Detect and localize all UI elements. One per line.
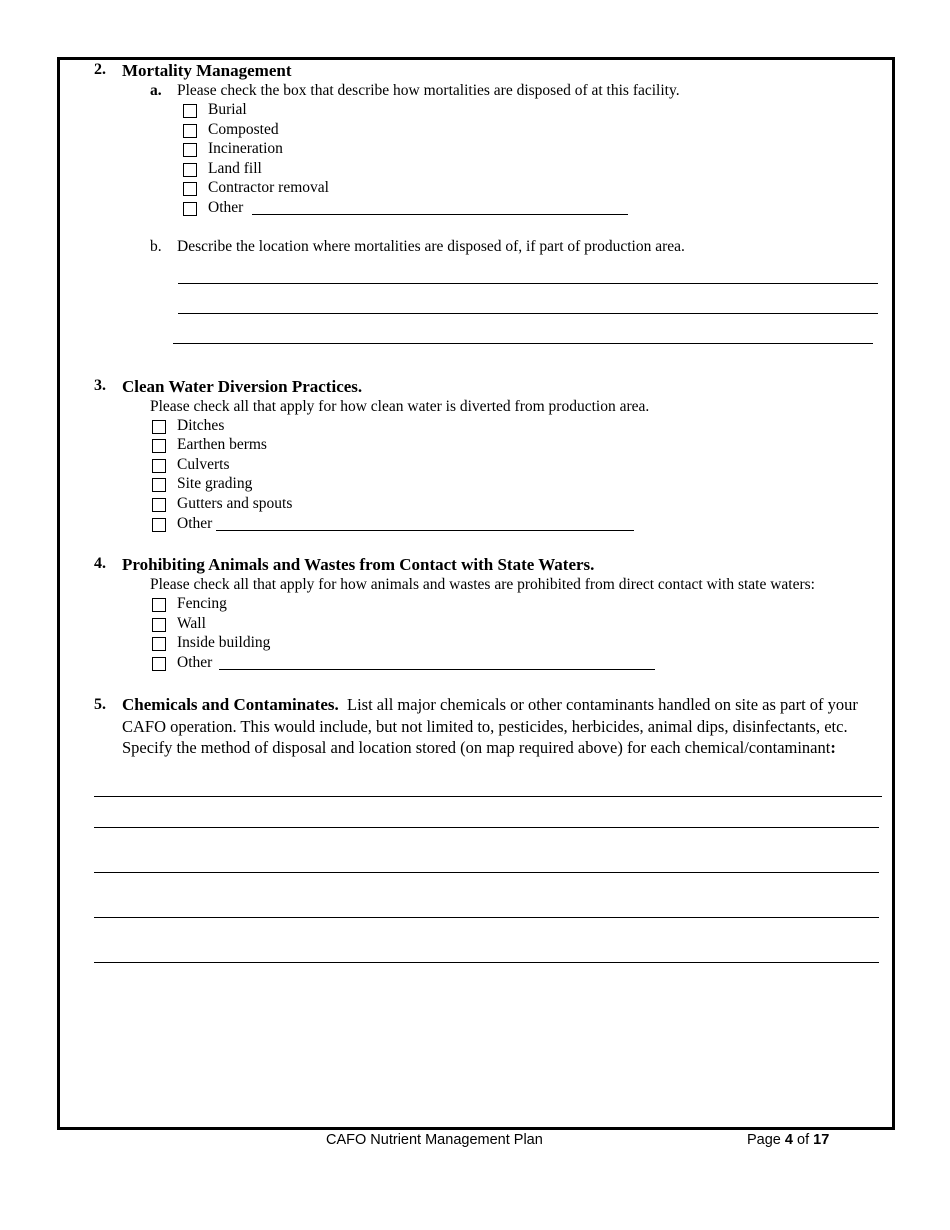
checkbox-composted[interactable] [183, 124, 197, 138]
option-earthen-berms: Earthen berms [177, 436, 267, 453]
page-number [747, 1132, 829, 1148]
section-3-title: Clean Water Diversion Practices. [122, 377, 363, 396]
checkbox-earthen-berms[interactable] [152, 439, 166, 453]
checkbox-site-grading[interactable] [152, 478, 166, 492]
other-mortality-field[interactable] [252, 214, 628, 215]
option-gutters-spouts: Gutters and spouts [177, 495, 293, 512]
option-contractor-removal: Contractor removal [208, 179, 329, 196]
section-3-intro: Please check all that apply for how clean water is diverted from production area. [150, 398, 650, 415]
section-4-intro: Please check all that apply for how animals and wastes are prohibited from direct contact with state waters: [150, 576, 815, 593]
section-3-number: 3. [94, 377, 106, 394]
section-2-title: Mortality Management [122, 61, 292, 80]
section-2a-text: Please check the box that describe how mortalities are disposed of at this facility. [177, 82, 680, 99]
location-line-1[interactable] [178, 283, 878, 284]
checkbox-other-contact[interactable] [152, 657, 166, 671]
option-ditches: Ditches [177, 417, 225, 434]
section-5-number: 5. [94, 696, 106, 713]
option-other-mortality: Other [208, 199, 244, 216]
checkbox-land-fill[interactable] [183, 163, 197, 177]
option-culverts: Culverts [177, 456, 230, 473]
checkbox-fencing[interactable] [152, 598, 166, 612]
checkbox-wall[interactable] [152, 618, 166, 632]
checkbox-other-water[interactable] [152, 518, 166, 532]
section-2a-label: a. [150, 82, 162, 99]
option-incineration: Incineration [208, 140, 283, 157]
checkbox-gutters-spouts[interactable] [152, 498, 166, 512]
chemicals-line-4[interactable] [94, 917, 879, 918]
chemicals-line-1[interactable] [94, 796, 882, 797]
section-5-colon: : [830, 738, 836, 757]
section-5-body: List all major chemicals or other contaminants handled on site as part of your CAFO operation. This would include, but not limited to, pesticides, herbicides, animal dips, disinfectants, etc. Specify the method of disposal and location stored (on map required above) for each chemical/contaminant [122, 695, 858, 757]
checkbox-other-mortality[interactable] [183, 202, 197, 216]
option-wall: Wall [177, 615, 206, 632]
option-composted: Composted [208, 121, 279, 138]
location-line-3[interactable] [173, 343, 873, 344]
checkbox-ditches[interactable] [152, 420, 166, 434]
section-5-paragraph [122, 694, 887, 759]
section-2b-text: Describe the location where mortalities are disposed of, if part of production area. [177, 238, 685, 255]
checkbox-incineration[interactable] [183, 143, 197, 157]
option-land-fill: Land fill [208, 160, 262, 177]
option-inside-building: Inside building [177, 634, 271, 651]
section-2b-label: b. [150, 238, 162, 255]
option-fencing: Fencing [177, 595, 227, 612]
checkbox-contractor-removal[interactable] [183, 182, 197, 196]
of-word: of [797, 1132, 810, 1148]
section-2-number: 2. [94, 61, 106, 78]
section-4-number: 4. [94, 555, 106, 572]
section-5-title: Chemicals and Contaminates. [122, 695, 339, 714]
page-current: 4 [784, 1132, 793, 1148]
other-water-field[interactable] [216, 530, 634, 531]
chemicals-line-2[interactable] [94, 827, 879, 828]
option-site-grading: Site grading [177, 475, 253, 492]
option-other-water: Other [177, 515, 213, 532]
chemicals-line-3[interactable] [94, 872, 879, 873]
page-word: Page [747, 1132, 781, 1148]
other-contact-field[interactable] [219, 669, 655, 670]
chemicals-line-5[interactable] [94, 962, 879, 963]
section-4-title: Prohibiting Animals and Wastes from Contact with State Waters. [122, 555, 595, 574]
checkbox-burial[interactable] [183, 104, 197, 118]
option-burial: Burial [208, 101, 247, 118]
page-total: 17 [813, 1132, 830, 1148]
option-other-contact: Other [177, 654, 213, 671]
checkbox-inside-building[interactable] [152, 637, 166, 651]
footer-title: CAFO Nutrient Management Plan [326, 1132, 543, 1148]
location-line-2[interactable] [178, 313, 878, 314]
checkbox-culverts[interactable] [152, 459, 166, 473]
